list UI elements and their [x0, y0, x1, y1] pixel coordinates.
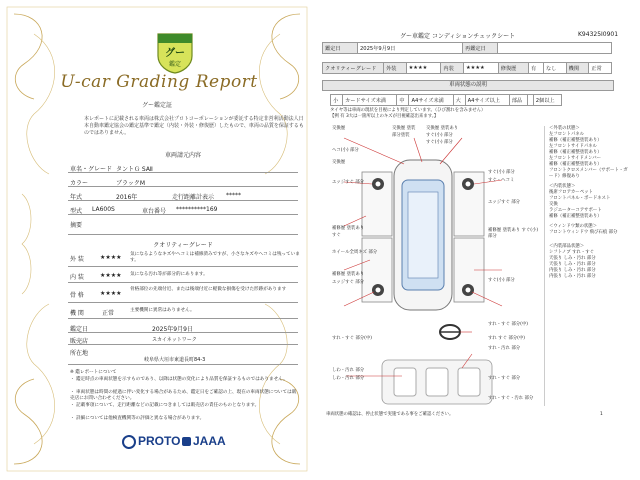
note-rear-seat-left: しわ・汚れ 部分	[332, 368, 365, 373]
note-rear-seat-left-2: しわ・汚れ 部分	[332, 376, 365, 381]
note-fender-left-2: 交換歴	[332, 160, 346, 165]
note-front-right: 交換歴 塗装あり	[426, 126, 459, 131]
condition-explanation-title: 車両状態の説明	[322, 80, 614, 91]
note-edge-right: エッジすぐ 部分	[488, 200, 521, 205]
page-number: 1	[600, 412, 603, 417]
detail-line: 補修（補正補整塗装あり）	[549, 150, 602, 155]
detail-line: フロントパネル・ボードネスト	[549, 196, 611, 201]
quality-grade-label: クオリティーグレード	[323, 63, 384, 74]
scale-medium-desc: A4サイズ未満	[409, 95, 453, 106]
grade-exterior-stars: ★★★★	[100, 254, 122, 261]
appraisal-date-label: 鑑定日	[323, 43, 358, 54]
model-label: 車名・グレード	[70, 166, 113, 173]
scale-two-or-more: 2個以上	[533, 95, 561, 106]
note-floor: すれ・汚れ 部分	[488, 346, 521, 351]
certificate-title: U-car Grading Report	[60, 72, 258, 92]
engine-label: 機関	[566, 63, 589, 74]
repair-history-value: 有	[529, 63, 544, 74]
note-dash: すれ・すぐ 部分(中)	[488, 322, 528, 327]
detail-line: 交換	[549, 202, 558, 207]
note-hood: 交換歴 塗装	[392, 126, 416, 131]
note-front-left: 交換歴	[332, 126, 346, 131]
note-rear-door-right: 補修歴 塗装あり すぐ(小) 部分	[488, 228, 539, 239]
reappraisal-date-label: 再鑑定日	[463, 43, 498, 54]
note-edge-left: エッジすぐ 部分	[332, 180, 365, 185]
detail-line: ＜ウィンドウ類の状態＞	[549, 224, 598, 229]
detail-line: 左フロントサイドパネル	[549, 144, 597, 149]
reappraisal-date-value	[498, 43, 612, 54]
grade-frame-stars: ★★★★	[100, 290, 122, 297]
goo-appraisal-badge	[154, 32, 196, 74]
grade-frame-label: 骨 格	[70, 292, 84, 299]
grade-exterior-desc: 気になるようなキズやヘコミは補修済みですが、小さなキズやヘコミは残っています。	[130, 252, 300, 263]
document-number: K94325I0901	[578, 31, 619, 38]
car-diagram-area	[322, 120, 542, 410]
grade-frame-desc: 骨格部位の先端付近、または後端付近に軽微な損傷を受けた形跡があります	[130, 287, 287, 292]
repair-history-label: 修復歴	[498, 63, 528, 74]
address-value: 岐阜県大垣市東道長町84-3	[144, 357, 206, 363]
scale-note-2: 【例 有 3大は一箇所以上のキズが目視確認出来ます。】	[330, 114, 439, 119]
note-fender-right: すぐ(小) 部分	[488, 170, 515, 175]
note-rear-door-left: 補修歴 塗装あり	[332, 226, 365, 231]
exterior-label: 外装	[384, 63, 407, 74]
note-seat-left: すれ・すぐ 部分(中)	[332, 336, 372, 341]
grading-certificate	[4, 4, 310, 474]
damage-scale-table	[330, 94, 562, 106]
note-quarter-right: すぐ(小) 部分	[488, 278, 515, 283]
exterior-stars: ★★★★	[406, 63, 441, 74]
note-fender-left: ヘコ(小) 部分	[332, 148, 359, 153]
note-3: ・ 記載事項について、走行距離などの記載につきましては販売店の責任のものとなります。	[70, 403, 260, 408]
sheet-title: グー車鑑定 コンディションチェックシート	[400, 33, 516, 40]
certificate-subtitle: グー鑑定証	[141, 102, 172, 109]
quality-grade-table	[322, 62, 612, 74]
detail-line: 補修（補正補整塗装あり）	[549, 138, 602, 143]
note-trunk: すれ・すぐ・汚れ 部分	[488, 396, 534, 401]
detail-line: ＜内装部品状態＞	[549, 244, 585, 249]
note-hood-2: 部分塗装	[392, 133, 410, 138]
grade-engine-value: 正常	[102, 310, 115, 317]
grade-interior-desc: 気になる汚れ等が部分的にあります。	[130, 272, 208, 277]
address-label: 所在地	[70, 350, 89, 357]
scale-large: 大	[453, 95, 465, 106]
color-label: カラー	[70, 180, 89, 187]
store-value: スカイネットワーク	[152, 337, 197, 343]
chassis-label: 車台番号	[142, 208, 167, 215]
scale-large-desc: A4サイズ以上	[465, 95, 509, 106]
grade-interior-stars: ★★★★	[100, 272, 122, 279]
detail-line: 天張り しみ・汚れ 部分	[549, 256, 596, 261]
grade-interior-label: 内 装	[70, 274, 84, 281]
detail-line: ＜内装状態＞	[549, 184, 576, 189]
note-wheel-left: ホイール全周キズ 部分	[332, 250, 378, 255]
scale-note: タイヤ等は車両の現状を目視により判定しています。（ひび割れを含みません）	[330, 108, 486, 113]
notes-title: ※ 鑑レポートについて	[70, 370, 117, 375]
footer-note: 車両状態の確認は、停止状態で実施である事をご確認ください。	[326, 412, 454, 417]
repair-history-value2: なし	[544, 63, 567, 74]
note-front-right-2: すぐ(小) 部分	[426, 133, 453, 138]
mileage-label: 走行距離計表示	[172, 194, 215, 201]
jaaa-logo: JAAA	[182, 434, 226, 448]
color-value: ブラックM	[116, 180, 146, 187]
sheet-header-table	[322, 42, 612, 54]
model-value: タントＧ SAⅡ	[116, 166, 153, 173]
svg-text:鑑定: 鑑定	[168, 61, 182, 68]
detail-line: ード）修復あり	[549, 174, 580, 179]
scale-medium: 中	[397, 95, 409, 106]
note-1: ・ 鑑定時点の車両状態を示すものであり、以降は状態の変化により品質を保証するものではありません。	[70, 377, 288, 382]
note-front-right-3: すぐ(小) 部分	[426, 140, 453, 145]
interior-stars: ★★★★	[464, 63, 499, 74]
engine-value: 正常	[589, 63, 612, 74]
detail-line: 左フロントパネル	[549, 132, 585, 137]
grade-exterior-label: 外 装	[70, 256, 84, 263]
car-diagram	[322, 120, 542, 410]
detail-line: 後席フロアカーペット	[549, 190, 593, 195]
type-label: 型式	[70, 208, 83, 215]
scale-small-desc: カードサイズ未満	[343, 95, 397, 106]
note-rear-door-left-2: すぐ	[332, 233, 341, 238]
note-seat-right: すれ すぐ 部分(中)	[488, 336, 525, 341]
year-label: 年式	[70, 194, 83, 201]
note-quarter-left-2: エッジすぐ 部分	[332, 280, 365, 285]
note-quarter-left: 補修歴 塗装あり	[332, 272, 365, 277]
note-4: ・ 詳細については他検査機関等の評価と異なる場合があります。	[70, 416, 205, 421]
vehicle-section-heading: 車両請元内容	[164, 152, 201, 159]
detail-line: フロントウィンドウ 飛び石痕 部分	[549, 230, 618, 235]
grade-engine-label: 機 関	[70, 310, 84, 317]
note-fender-right-2: すぐ・ヘコミ	[488, 178, 515, 183]
detail-line: 補修（補正補整塗装あり）	[549, 214, 602, 219]
appraisal-date-value: 2025年9月9日	[358, 43, 463, 54]
detail-line: 天張り しみ・汚れ 部分	[549, 262, 596, 267]
scale-small: 小	[331, 95, 343, 106]
svg-text:グー: グー	[165, 48, 185, 59]
detail-line: フロントクロスメンバー（サポート・ガ	[549, 168, 628, 173]
proto-logo: PROTO	[122, 434, 180, 449]
detail-line: ＜外装の状態＞	[549, 126, 580, 131]
store-label: 販売店	[70, 338, 89, 345]
interior-label: 内装	[441, 63, 464, 74]
note-2: ・ 車両状態は時間の経過に伴い変化する場合があるため、鑑定日をご確認の上、現在の車両状態については販売店にお問い合わせください。	[70, 390, 297, 401]
detail-line: シフトノブ すれ・すぐ	[549, 250, 595, 255]
certificate-intro: 本レポートに記載される車両は株式会社プロトコーポレーションが委託する特定非営利活動法人日本自動車鑑定協会の鑑定基準で鑑定（内装・外装・修復歴）したもので、車両の品質を保証するものではありません。	[84, 116, 304, 136]
detail-line: 内張り しみ・汚れ 部分	[549, 274, 596, 279]
detail-line: 補修（補正補整塗装あり）	[549, 162, 602, 167]
date-value: 2025年9月9日	[152, 326, 193, 333]
detail-line: 内張り しみ・汚れ 部分	[549, 268, 596, 273]
type-value: LA600S	[92, 206, 115, 213]
remarks-label: 摘要	[70, 222, 83, 229]
mileage-value: *****	[226, 192, 241, 199]
year-value: 2016年	[116, 194, 138, 201]
detail-line: 左フロントサイドメンバー	[549, 156, 602, 161]
condition-detail-list	[544, 126, 628, 406]
grade-engine-desc: 主要機関に異常はありません。	[130, 308, 195, 313]
note-rear-seat-right: すれ・すぐ 部分	[488, 376, 521, 381]
chassis-value: **********169	[176, 206, 218, 213]
scale-part: 部品	[509, 95, 527, 106]
date-label: 鑑定日	[70, 326, 89, 333]
grade-section-heading: クオリティーグレード	[153, 242, 213, 249]
detail-line: ラジエーターコアサポート	[549, 208, 602, 213]
